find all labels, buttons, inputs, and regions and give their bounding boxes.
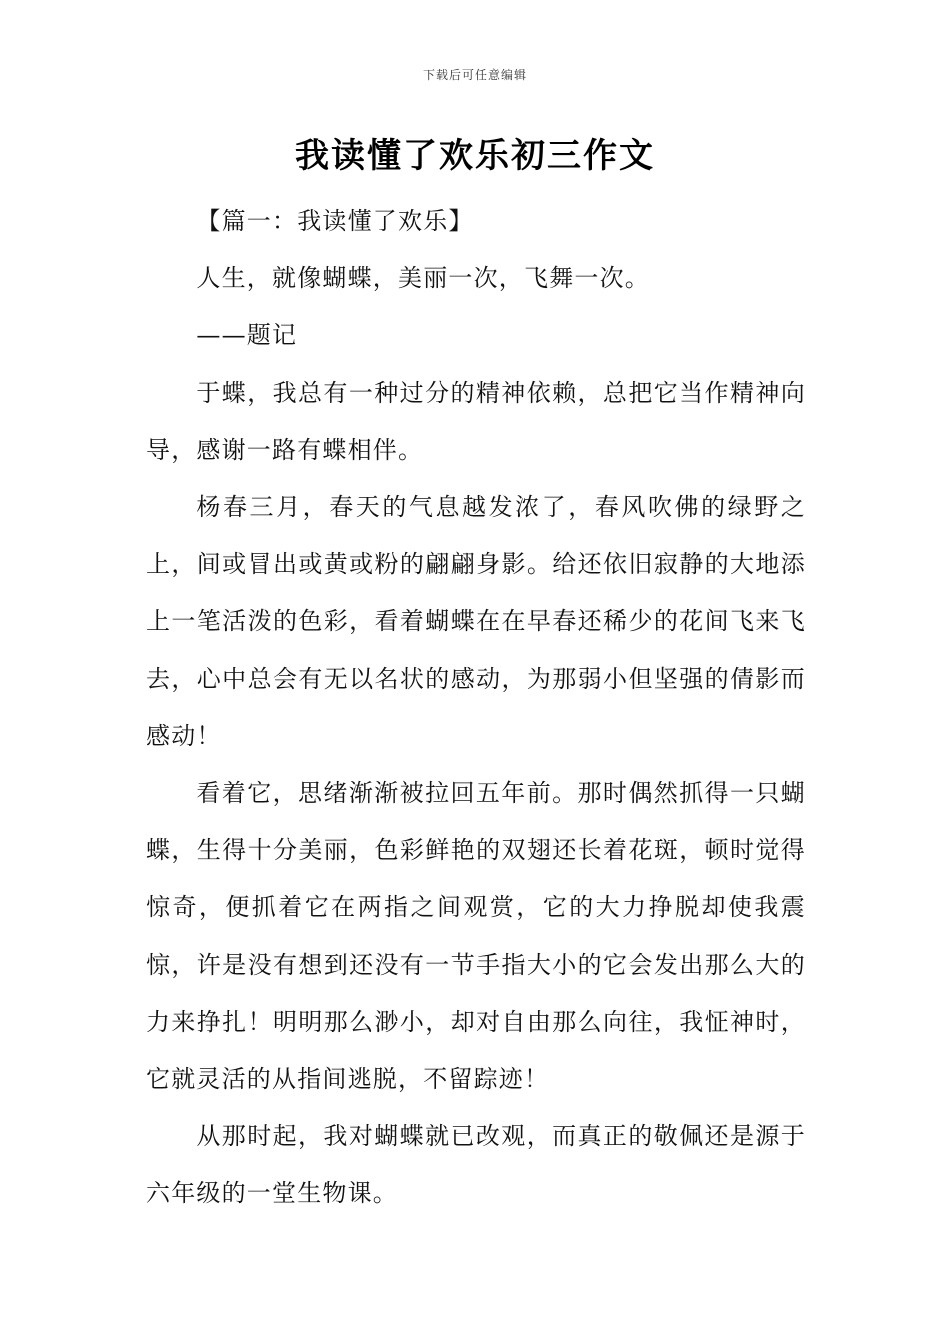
document-body (146, 193, 806, 1223)
epigraph: 人生，就像蝴蝶，美丽一次，飞舞一次。 (196, 264, 650, 293)
paragraph: 从那时起，我对蝴蝶就已改观，而真正的敬佩还是源于六年级的一堂生物课。 (146, 1122, 806, 1208)
paragraph: 看着它，思绪渐渐被拉回五年前。那时偶然抓得一只蝴蝶，生得十分美丽，色彩鲜艳的双翅还长着花斑，顿时觉得惊奇，便抓着它在两指之间观赏，它的大力挣脱却使我震惊，许是没有想到还没有一节手指大小的它会发出那么大的力来挣扎！明明那么渺小，却对自由那么向往，我怔神时，它就灵活的从指间逃脱，不留踪迹！ (146, 779, 806, 1094)
paragraph: 杨春三月，春天的气息越发浓了，春风吹佛的绿野之上，间或冒出或黄或粉的翩翩身影。给还依旧寂静的大地添上一笔活泼的色彩，看着蝴蝶在在早春还稀少的花间飞来飞去，心中总会有无以名状的感动，为那弱小但坚强的倩影而感动！ (146, 493, 806, 750)
document-title: 我读懂了欢乐初三作文 (295, 136, 655, 176)
section-heading: 【篇一：我读懂了欢乐】 (196, 207, 474, 235)
epigraph-attribution: ——题记 (196, 321, 298, 350)
paragraph: 于蝶，我总有一种过分的精神依赖，总把它当作精神向导，感谢一路有蝶相伴。 (146, 378, 806, 464)
header-note: 下载后可任意编辑 (422, 68, 527, 82)
